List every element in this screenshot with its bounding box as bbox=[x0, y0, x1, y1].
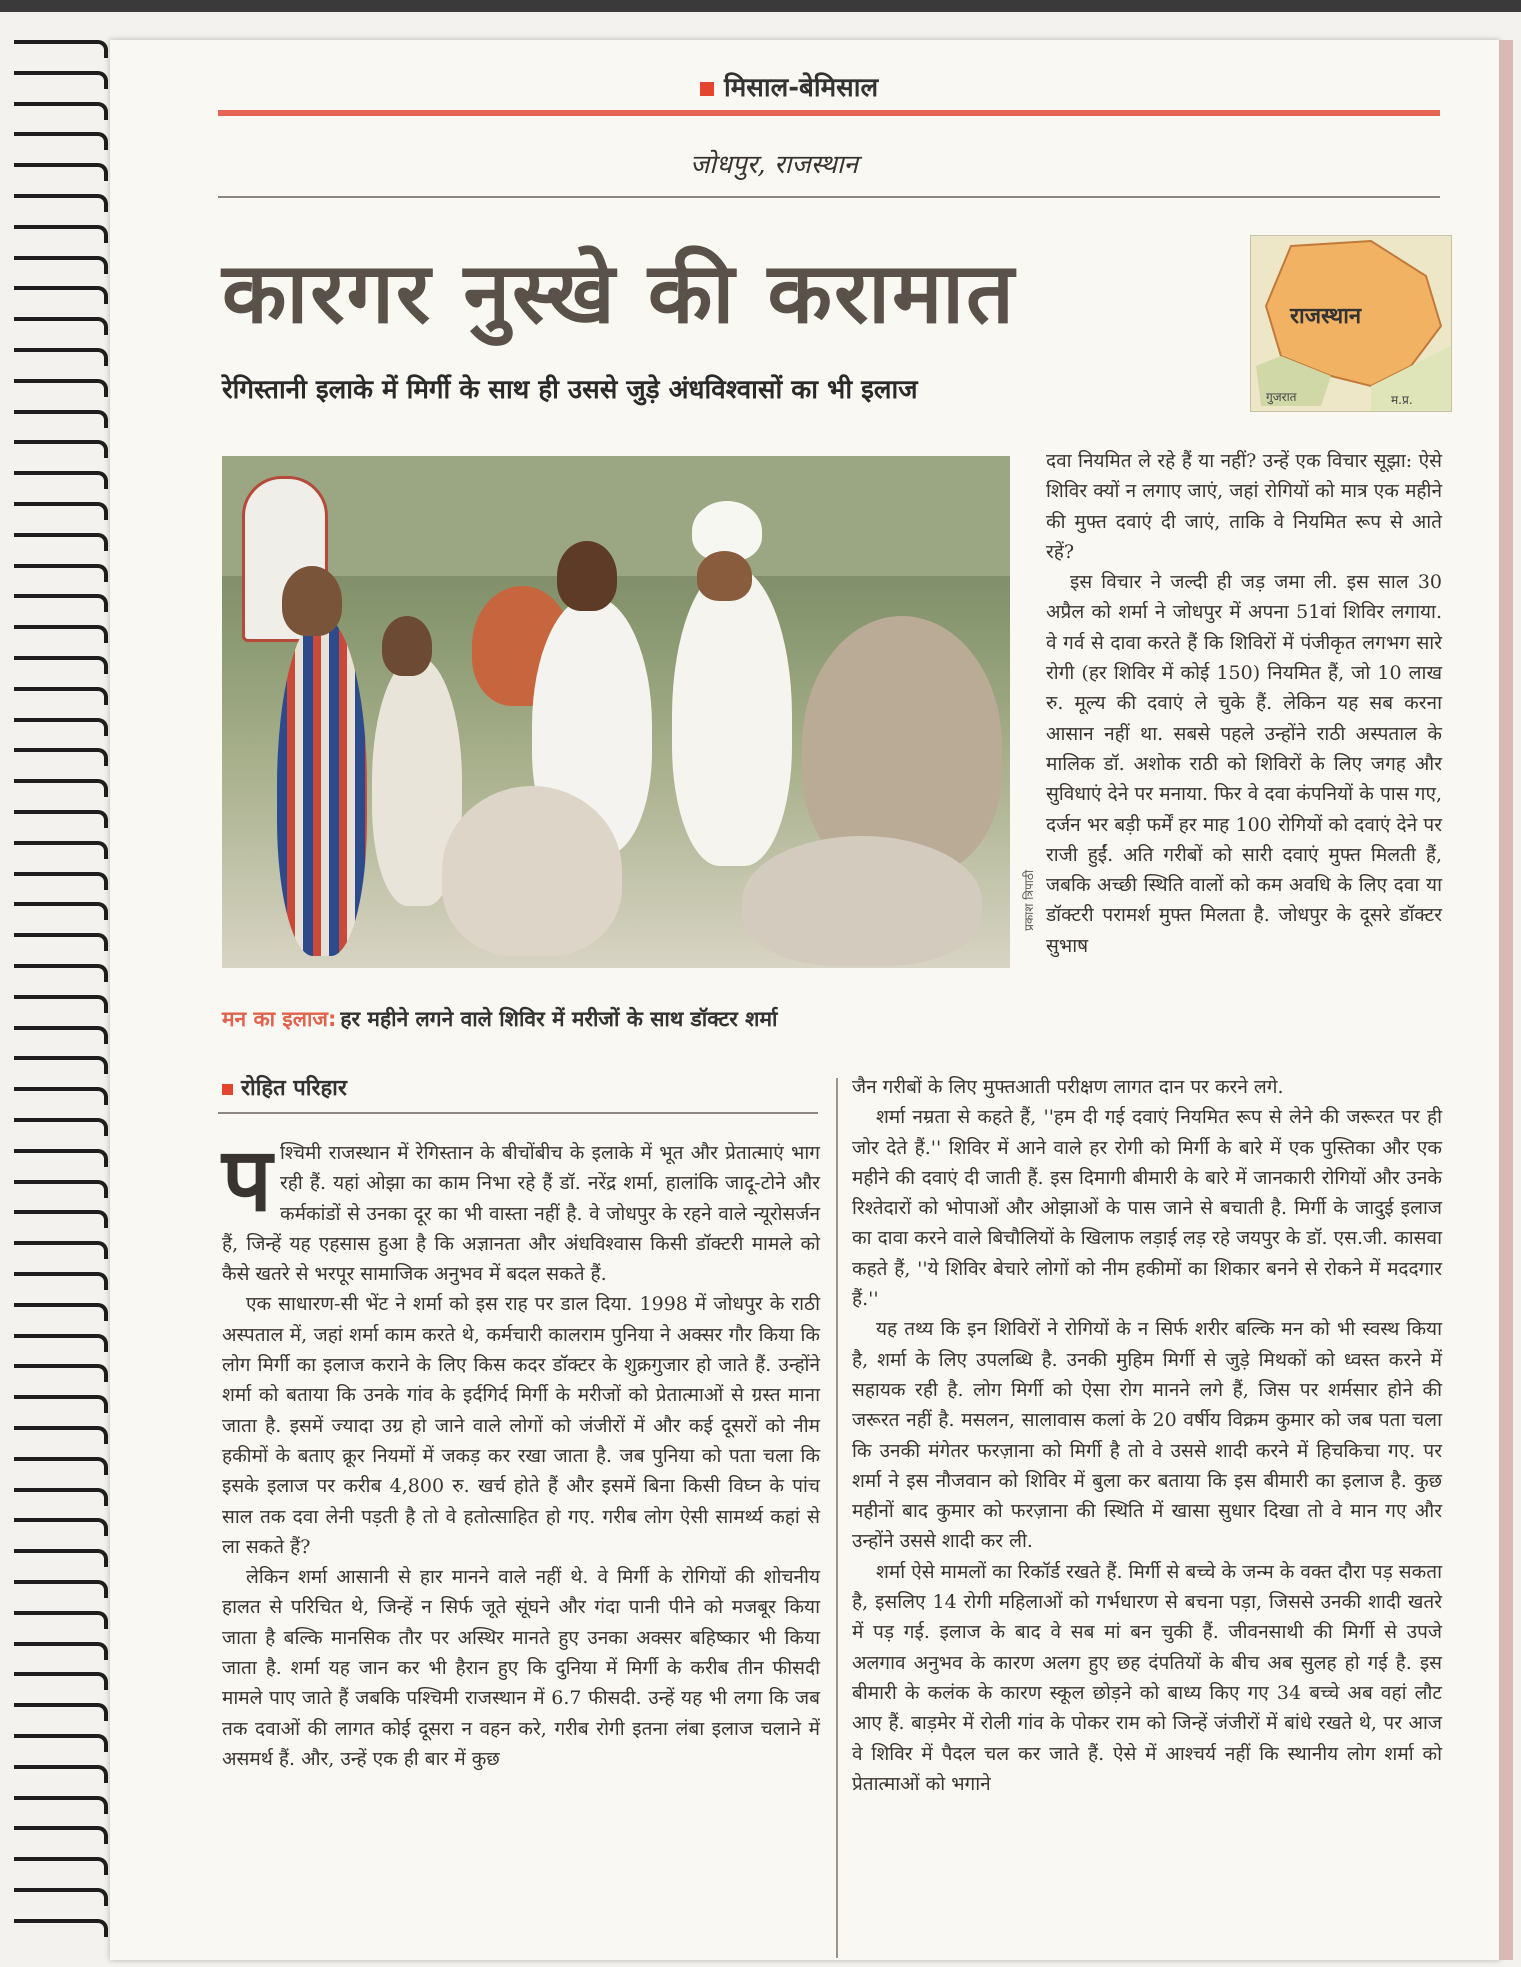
paragraph: शर्मा नम्रता से कहते हैं, ''हम दी गई दवाएं नियमित रूप से लेने की जरूरत पर ही जोर देते हैं.'' शिविर में आने वाले हर रोगी को मिर्गी के बारे में एक पुस्तिका और एक महीने की दवाएं दी जाती हैं. इस दिमागी बीमारी के बारे में जानकारी रोगियों और उनके रिश्तेदारों को भोपाओं और ओझाओं के पास जाने से बचाती है. मिर्गी के जादुई इलाज का दावा करने वाले बिचौलियों के खिलाफ लड़ाई लड़ रहे जयपुर के डॉ. एस.जी. कासवा कहते हैं, ''ये शिविर बेचारे लोगों को नीम हकीमों का शिकार बनने से रोकने में मददगार हैं.'' bbox=[852, 1106, 1442, 1311]
paragraph: पश्चिमी राजस्थान में रेगिस्तान के बीचोंबीच के इलाके में भूत और प्रेतात्माएं भाग रही हैं. यहां ओझा का काम निभा रहे हैं डॉ. नरेंद्र शर्मा, हालांकि जादू-टोने और कर्मकांडों से उनका दूर का भी वास्ता नहीं है. वे जोधपुर के रहने वाले न्यूरोसर्जन हैं, जिन्हें यह एहसास हुआ है कि अज्ञानता और अंधविश्वास किसी डॉक्टरी मामले को कैसे खतरे से भरपूर सामाजिक अनुभव में बदल सकते हैं. bbox=[222, 1128, 820, 1286]
spiral-coil bbox=[14, 1857, 108, 1875]
spiral-coil bbox=[14, 410, 108, 428]
map-state-label: राजस्थान bbox=[1290, 304, 1362, 329]
spiral-coil bbox=[14, 225, 108, 243]
spiral-coil bbox=[14, 779, 108, 797]
spiral-coil bbox=[14, 1334, 108, 1352]
photo-person-head bbox=[382, 616, 432, 676]
spiral-coil bbox=[14, 902, 108, 920]
spiral-coil bbox=[14, 1919, 108, 1937]
article-column-right-lower bbox=[852, 1072, 1442, 1799]
spiral-coil bbox=[14, 1149, 108, 1167]
spiral-coil bbox=[14, 1210, 108, 1228]
spiral-coil bbox=[14, 564, 108, 582]
column-divider bbox=[836, 1078, 838, 1958]
drop-cap: प bbox=[222, 1128, 272, 1231]
spiral-coil bbox=[14, 1549, 108, 1567]
spiral-coil bbox=[14, 1826, 108, 1844]
spiral-coil bbox=[14, 132, 108, 150]
byline: रोहित परिहार bbox=[222, 1072, 347, 1102]
paragraph: एक साधारण-सी भेंट ने शर्मा को इस राह पर डाल दिया. 1998 में जोधपुर के राठी अस्पताल में, जहां शर्मा काम करते थे, कर्मचारी कालराम पुनिया ने अक्सर गौर किया कि लोग मिर्गी का इलाज कराने के लिए किस कदर डॉक्टर के शुक्रगुजार हो जाते हैं. उन्होंने शर्मा को बताया कि उनके गांव के इर्दगिर्द मिर्गी के मरीजों को प्रेतात्माओं से ग्रस्त माना जाता है. इसमें ज्यादा उग्र हो जाने वाले लोगों को जंजीरों में और कई दूसरों को नीम हकीमों के बताए क्रूर नियमों में जकड़ कर रखा जाता है. जब पुनिया को पता चला कि इसके इलाज पर करीब 4,800 रु. खर्च होते हैं और इसमें बिना किसी विघ्न के पांच साल तक दवा लेनी पड़ती है तो वे हतोत्साहित हो गए. गरीब लोग ऐसी सामर्थ्य कहां से ला सकते हैं? bbox=[222, 1293, 820, 1558]
spiral-coil bbox=[14, 1703, 108, 1721]
paragraph: इस विचार ने जल्दी ही जड़ जमा ली. इस साल 30 अप्रैल को शर्मा ने जोधपुर में अपना 51वां शिविर लगाया. वे गर्व से दावा करते हैं कि शिविरों में पंजीकृत लगभग सारे रोगी (हर शिविर में कोई 150) नियमित हैं, जो 10 लाख रु. मूल्य की दवाएं ले चुके हैं. लेकिन यह सब करना आसान नहीं था. सबसे पहले उन्होंने राठी अस्पताल के मालिक डॉ. अशोक राठी को शिविरों के लिए जगह और सुविधाएं देने पर मनाया. फिर वे दवा कंपनियों के पास गए, दर्जन भर बड़ी फर्में हर माह 100 रोगियों को दवाएं देने पर राजी हुईं. अति गरीबों को सारी दवाएं मुफ्त मिलती हैं, जबकि अच्छी स्थिति वालों को कम अवधि के लिए दवा या डॉक्टरी परामर्श मुफ्त मिलता है. जोधपुर के दूसरे डॉक्टर सुभाष bbox=[1046, 571, 1442, 957]
spiral-coil bbox=[14, 1303, 108, 1321]
spiral-coil bbox=[14, 1395, 108, 1413]
page-edge bbox=[1499, 40, 1513, 1960]
spiral-coil bbox=[14, 1118, 108, 1136]
spiral-coil bbox=[14, 1241, 108, 1259]
spiral-coil bbox=[14, 533, 108, 551]
spiral-coil bbox=[14, 687, 108, 705]
spiral-coil bbox=[14, 1796, 108, 1814]
photo-person bbox=[277, 616, 367, 956]
spiral-coil bbox=[14, 1580, 108, 1598]
bullet-square-icon bbox=[222, 1084, 233, 1095]
spiral-binding bbox=[0, 40, 120, 1960]
paragraph: यह तथ्य कि इन शिविरों ने रोगियों के न सिर्फ शरीर बल्कि मन को भी स्वस्थ किया है, शर्मा के लिए उपलब्धि है. उनकी मुहिम मिर्गी से जुड़े मिथकों को ध्वस्त करने में सहायक रही है. लोग मिर्गी को ऐसा रोग मानने लगे हैं, जिस पर शर्मसार होने की जरूरत नहीं है. मसलन, सालावास कलां के 20 वर्षीय विक्रम कुमार को जब पता चला कि उनकी मंगेतर फरज़ाना को मिर्गी है तो वे उससे शादी करने में हिचकिचा गए. पर शर्मा ने इस नौजवान को शिविर में बुला कर बताया कि इस बीमारी का इलाज है. कुछ महीनों बाद कुमार को फरज़ाना की स्थिति में खासा सुधार दिखा तो वे मान गए और उन्होंने उससे शादी कर ली. bbox=[852, 1318, 1442, 1553]
map-label-mp: म.प्र. bbox=[1391, 393, 1413, 407]
byline-rule bbox=[218, 1112, 818, 1114]
spiral-coil bbox=[14, 1611, 108, 1629]
spiral-coil bbox=[14, 102, 108, 120]
spiral-coil bbox=[14, 1056, 108, 1074]
spiral-coil bbox=[14, 1518, 108, 1536]
spiral-coil bbox=[14, 1457, 108, 1475]
spiral-coil bbox=[14, 748, 108, 766]
spiral-coil bbox=[14, 1426, 108, 1444]
spiral-coil bbox=[14, 1642, 108, 1660]
spiral-coil bbox=[14, 163, 108, 181]
article-column-right-upper bbox=[1046, 446, 1442, 961]
spiral-coil bbox=[14, 317, 108, 335]
spiral-coil bbox=[14, 502, 108, 520]
dateline-rule bbox=[218, 196, 1440, 198]
news-photo bbox=[222, 456, 1010, 968]
spiral-coil bbox=[14, 40, 108, 58]
header-rule bbox=[218, 110, 1440, 116]
paragraph: जैन गरीबों के लिए मुफ्तआती परीक्षण लागत दान पर करने लगे. bbox=[852, 1076, 1284, 1098]
spiral-coil bbox=[14, 471, 108, 489]
spiral-coil bbox=[14, 1888, 108, 1906]
map-label-gujarat: गुजरात bbox=[1266, 390, 1297, 404]
spiral-coil bbox=[14, 625, 108, 643]
spiral-coil bbox=[14, 810, 108, 828]
spiral-coil bbox=[14, 1765, 108, 1783]
spiral-coil bbox=[14, 995, 108, 1013]
spiral-coil bbox=[14, 71, 108, 89]
photo-person-head bbox=[697, 551, 752, 601]
article-column-left bbox=[222, 1128, 820, 1774]
spiral-coil bbox=[14, 379, 108, 397]
photo-seated-person bbox=[442, 786, 622, 956]
paragraph: लेकिन शर्मा आसानी से हार मानने वाले नहीं थे. वे मिर्गी के रोगियों की शोचनीय हालत से परिचित थे, जिन्हें न सिर्फ जूते सूंघने और गंदा पानी पीने को मजबूर किया जाता है बल्कि मानसिक तौर पर अस्थिर मानते हुए उनका अक्सर बहिष्कार भी किया जाता है. शर्मा यह जान कर भी हैरान हुए कि दुनिया में मिर्गी के करीब तीन फीसदी मामले पाए जाते हैं जबकि पश्चिमी राजस्थान में 6.7 फीसदी. उन्हें यह भी लगा कि जब तक दवाओं की लागत कोई दूसरा न वहन करे, गरीब रोगी इतना लंबा इलाज चलाने में असमर्थ हैं. और, उन्हें एक ही बार में कुछ bbox=[222, 1566, 820, 1770]
spiral-coil bbox=[14, 348, 108, 366]
spiral-coil bbox=[14, 964, 108, 982]
spiral-coil bbox=[14, 1180, 108, 1198]
spiral-coil bbox=[14, 594, 108, 612]
spiral-coil bbox=[14, 194, 108, 212]
spiral-coil bbox=[14, 656, 108, 674]
subheadline: रेगिस्तानी इलाके में मिर्गी के साथ ही उससे जुड़े अंधविश्वासों का भी इलाज bbox=[222, 375, 918, 405]
spiral-coil bbox=[14, 933, 108, 951]
spiral-coil bbox=[14, 1734, 108, 1752]
photo-person-head bbox=[282, 566, 342, 636]
section-tag: मिसाल-बेमिसाल bbox=[700, 68, 878, 104]
spiral-coil bbox=[14, 256, 108, 274]
spiral-coil bbox=[14, 1488, 108, 1506]
photo-doctor-head bbox=[557, 541, 617, 611]
bullet-square-icon bbox=[700, 82, 714, 96]
photo-person bbox=[672, 566, 792, 866]
paragraph: दवा नियमित ले रहे हैं या नहीं? उन्हें एक विचार सूझा: ऐसे शिविर क्यों न लगाए जाएं, जहां रोगियों को मात्र एक महीने की मुफ्त दवाएं दी जाएं, ताकि वे नियमित रूप से आते रहें? bbox=[1046, 450, 1442, 563]
spiral-coil bbox=[14, 1272, 108, 1290]
spiral-coil bbox=[14, 1364, 108, 1382]
spiral-coil bbox=[14, 841, 108, 859]
spiral-coil bbox=[14, 286, 108, 304]
spiral-coil bbox=[14, 1672, 108, 1690]
spiral-coil bbox=[14, 1026, 108, 1044]
paragraph: शर्मा ऐसे मामलों का रिकॉर्ड रखते हैं. मिर्गी से बच्चे के जन्म के वक्त दौरा पड़ सकता है, इसलिए 14 रोगी महिलाओं को गर्भधारण से बचना पड़ा, जिससे उनकी शादी खतरे में पड़ गई. इलाज के बाद वे सब मां बन चुकी हैं. जीवनसाथी की मिर्गी से उपजे अलगाव अनुभव के कारण अलग हुए छह दंपतियों के बीच अब सुलह हो गई है. इस बीमारी के कलंक के कारण स्कूल छोड़ने को बाध्य किए गए 34 बच्चे अब वहां लौट आए हैं. बाड़मेर में रोली गांव के पोकर राम को जिन्हें जंजीरों में बांधे रखते थे, पर आज वे शिविर में पैदल चल कर जाते हैं. ऐसे में आश्चर्य नहीं कि स्थानीय लोग शर्मा को प्रेतात्माओं को भगाने bbox=[852, 1560, 1442, 1795]
photo-wall bbox=[222, 456, 1010, 576]
spiral-coil bbox=[14, 1087, 108, 1105]
spiral-coil bbox=[14, 440, 108, 458]
top-band bbox=[0, 0, 1521, 12]
photo-seated-person bbox=[742, 836, 982, 966]
headline: कारगर नुस्खे की करामात bbox=[222, 244, 1016, 342]
photo-caption bbox=[222, 1005, 1022, 1033]
caption-lead: मन का इलाज: bbox=[222, 1007, 337, 1031]
spiral-coil bbox=[14, 718, 108, 736]
caption-text: हर महीने लगने वाले शिविर में मरीजों के साथ डॉक्टर शर्मा bbox=[340, 1007, 778, 1031]
spiral-coil bbox=[14, 872, 108, 890]
photo-credit: प्रकाश त्रिपाठी bbox=[1022, 870, 1036, 931]
dateline: जोधपुर, राजस्थान bbox=[690, 150, 858, 180]
